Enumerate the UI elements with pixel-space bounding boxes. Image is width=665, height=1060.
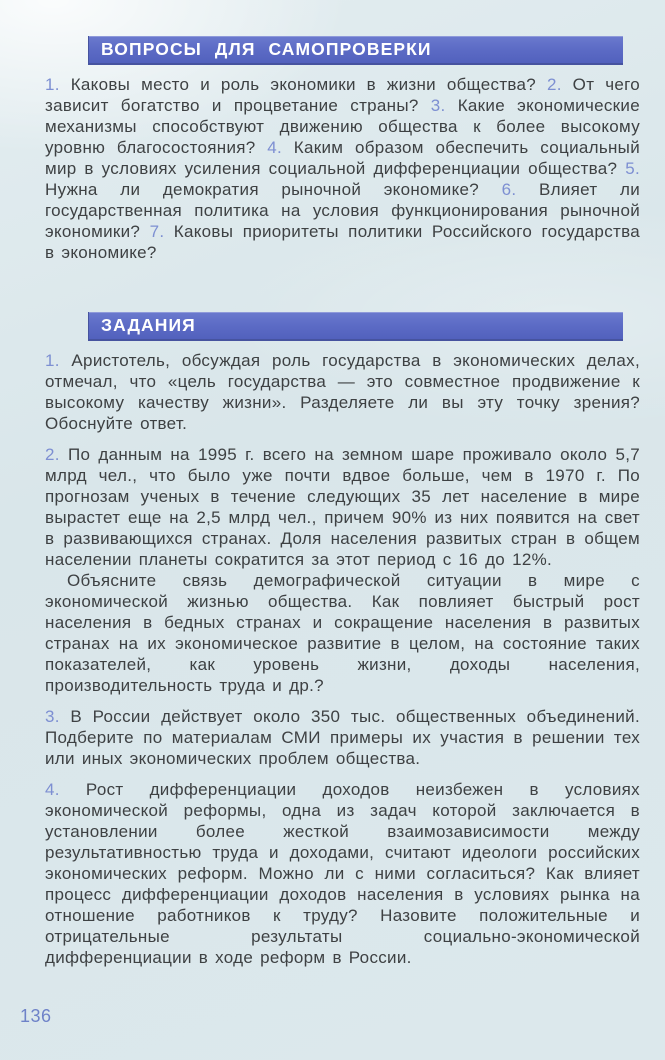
task-item	[45, 350, 640, 434]
question-text: Какие экономические механизмы способствуют движению общества к более высокому уровню благосостояния?	[45, 96, 640, 157]
task-item	[45, 706, 640, 769]
question-text: Каковы место и роль экономики в жизни общества?	[70, 75, 547, 94]
task-paragraph	[45, 706, 640, 769]
item-number: 7.	[149, 222, 174, 241]
page-content	[0, 36, 665, 968]
item-number: 4.	[45, 780, 86, 799]
task-text: Рост дифференциации доходов неизбежен в условиях экономической реформы, одна из задач которой заключается в установлении более жесткой взаимозависимости между результативностью труда и доходами, считают идеологи российских экономических реформ. Можно ли с ними согласиться? Как влияет процесс дифференциации доходов населения в условиях рынка на отношение работников к труду? Назовите положительные и отрицательные результаты социально-экономической дифференциации в ходе реформ в России.	[45, 780, 640, 967]
item-number: 2.	[45, 445, 68, 464]
questions-section-banner	[88, 36, 623, 65]
textbook-page	[0, 36, 665, 1060]
questions-paragraph	[45, 74, 640, 263]
task-paragraph-continuation	[45, 570, 640, 696]
task-text: Аристотель, обсуждая роль государства в экономических делах, отмечал, что «цель государства — это совместное продвижение к высокому качеству жизни». Разделяете ли вы эту точку зрения? Обоснуйте ответ.	[45, 351, 640, 433]
item-number: 3.	[45, 707, 71, 726]
tasks-section-banner	[88, 312, 623, 341]
task-text: В России действует около 350 тыс. общественных объединений. Подберите по материалам СМИ примеры их участия в решении тех или иных экономических проблем общества.	[45, 707, 640, 768]
task-item	[45, 779, 640, 968]
item-number: 5.	[625, 159, 640, 178]
task-paragraph	[45, 350, 640, 434]
question-text: От чего зависит богатство и процветание страны?	[45, 75, 640, 115]
questions-section-title: ВОПРОСЫ ДЛЯ САМОПРОВЕРКИ	[101, 39, 432, 59]
tasks-list	[45, 350, 640, 968]
item-number: 1.	[45, 75, 71, 94]
question-text: Нужна ли демократия рыночной экономике?	[45, 180, 502, 199]
item-number: 2.	[546, 75, 573, 94]
item-number: 3.	[430, 96, 458, 115]
task-item	[45, 444, 640, 696]
question-text: Каковы приоритеты политики Российского государства в экономике?	[45, 222, 640, 262]
tasks-section-title: ЗАДАНИЯ	[101, 315, 196, 335]
page-number: 136	[20, 1006, 52, 1026]
task-paragraph	[45, 444, 640, 570]
question-text: Влияет ли государственная политика на условия функционирования рыночной экономики?	[45, 180, 640, 241]
item-number: 4.	[267, 138, 294, 157]
task-paragraph	[45, 779, 640, 968]
task-text: Объясните связь демографической ситуации в мире с экономической жизнью общества. Как повлияет быстрый рост населения в бедных странах и сокращение населения в развитых странах на их экономическое развитие в целом, на состояние таких показателей, как уровень жизни, доходы населения, производительность труда и др.?	[45, 571, 640, 695]
item-number: 1.	[45, 351, 72, 370]
item-number: 6.	[501, 180, 539, 199]
task-text: По данным на 1995 г. всего на земном шаре проживало около 5,7 млрд чел., что было уже почти вдвое больше, чем в 1970 г. По прогнозам ученых в течение следующих 35 лет население в мире вырастет еще на 2,5 млрд чел., причем 90% из них появится на свет в развивающихся странах. Доля населения развитых стран в общем населении планеты сократится за этот период с 16 до 12%.	[45, 445, 640, 569]
question-text: Каким образом обеспечить социальный мир в условиях усиления социальной дифференциации общества?	[45, 138, 640, 178]
